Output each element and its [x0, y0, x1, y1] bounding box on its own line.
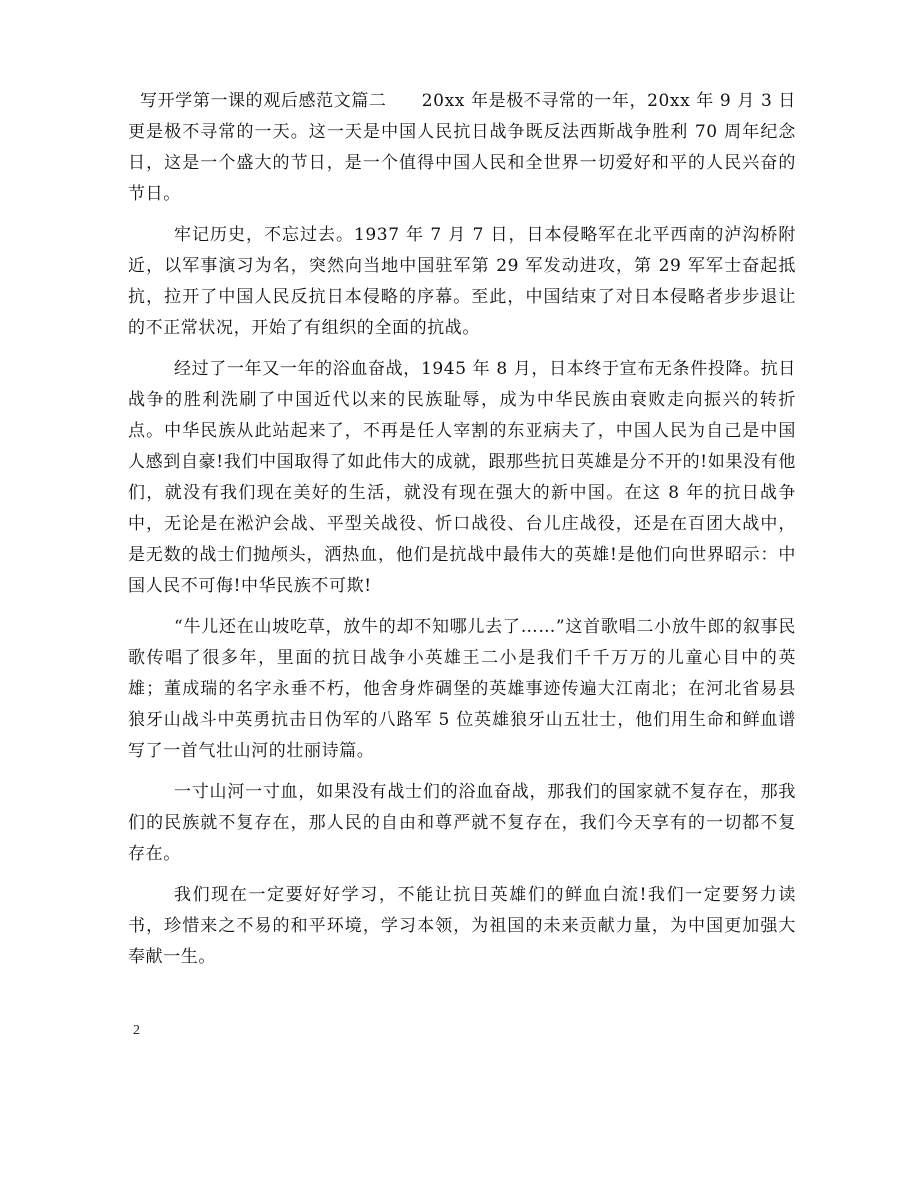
- paragraph-victory: 经过了一年又一年的浴血奋战，1945 年 8 月，日本终于宣布无条件投降。抗日战争的胜利洗刷了中国近代以来的民族耻辱，成为中华民族由衰败走向振兴的转折点。中华民族从此站起来了，不再是任人宰割的东亚病夫了，中国人民为自己是中国人感到自豪!我们中国取得了如此伟大的成就，跟那些抗日英雄是分不开的!如果没有他们，就没有我们现在美好的生活，就没有现在强大的新中国。在这 8 年的抗日战争中，无论是在淞沪会战、平型关战役、忻口战役、台儿庄战役，还是在百团大战中，是无数的战士们抛颅头，洒热血，他们是抗战中最伟大的英雄!是他们向世界昭示：中国人民不可侮!中华民族不可欺!: [128, 359, 796, 596]
- paragraph-sacrifice: 一寸山河一寸血，如果没有战士们的浴血奋战，那我们的国家就不复存在，那我们的民族就不复存在，那人民的自由和尊严就不复存在，我们今天享有的一切都不复存在。: [128, 782, 796, 864]
- paragraph-history: 牢记历史，不忘过去。1937 年 7 月 7 日，日本侵略军在北平西南的泸沟桥附近，以军事演习为名，突然向当地中国驻军第 29 军发动进攻，第 29 军军士奋起抵抗，拉开了中国人民反抗日本侵略的序幕。至此，中国结束了对日本侵略者步步退让的不正常状况，开始了有组织的全面的抗战。: [128, 225, 796, 338]
- paragraph-heroes: “牛儿还在山坡吃草，放牛的却不知哪儿去了……”这首歌唱二小放牛郎的叙事民歌传唱了很多年，里面的抗日战争小英雄王二小是我们千千万万的儿童心目中的英雄；董成瑞的名字永垂不朽，他舍身炸碉堡的英雄事迹传遍大江南北；在河北省易县狼牙山战斗中英勇抗击日伪军的八路军 5 位英雄狼牙山五壮士，他们用生命和鲜血谱写了一首气壮山河的壮丽诗篇。: [128, 617, 796, 761]
- paragraph-intro: 写开学第一课的观后感范文篇二 20xx 年是极不寻常的一年，20xx 年 9 月 3 日更是极不寻常的一天。这一天是中国人民抗日战争既反法西斯战争胜利 70 周年纪念日，这是一个盛大的节日，是一个值得中国人民和全世界一切爱好和平的人民兴奋的节日。: [128, 91, 796, 204]
- document-body: [128, 86, 796, 983]
- paragraph-resolution: 我们现在一定要好好学习，不能让抗日英雄们的鲜血白流!我们一定要努力读书，珍惜来之不易的和平环境，学习本领，为祖国的未来贡献力量，为中国更加强大奉献一生。: [128, 885, 796, 967]
- page-number: 2: [133, 1023, 140, 1038]
